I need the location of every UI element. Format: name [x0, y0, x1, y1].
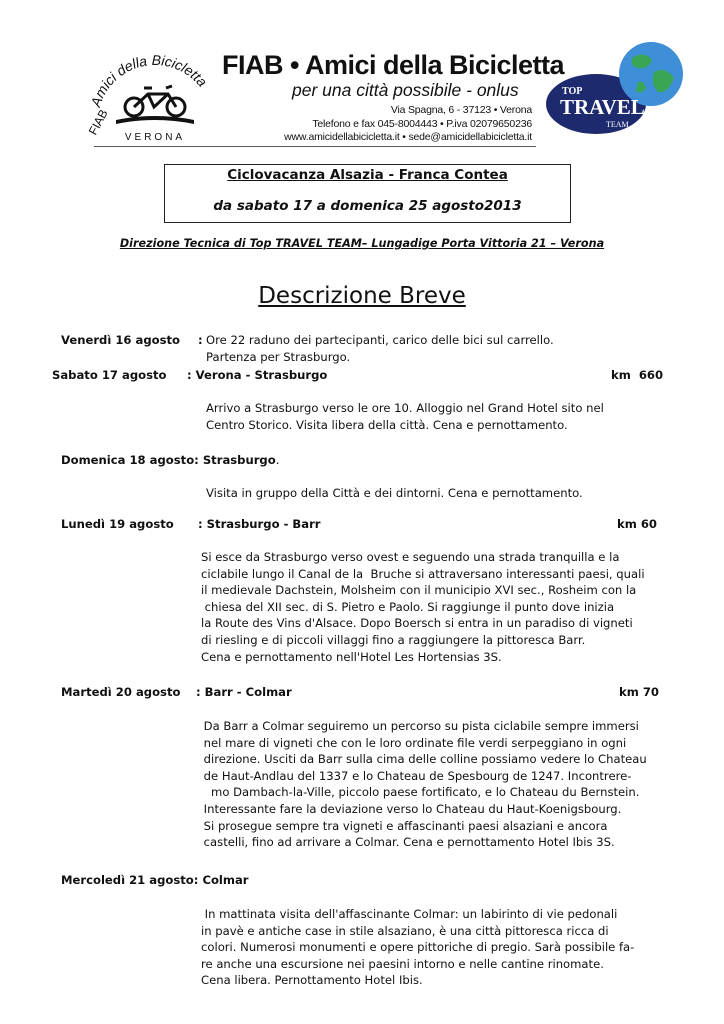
text-line: Da Barr a Colmar seguiremo un percorso su pista ciclabile sempre immersi: [200, 719, 639, 733]
text-line: mo Dambach-la-Ville, piccolo paese fortificato, e lo Chateau du Bernstein.: [200, 785, 640, 800]
day-label: Lunedì 19 agosto: [61, 517, 174, 531]
logo-bottom-text: VERONA: [124, 132, 186, 143]
text-line: In mattinata visita dell'affascinante Colmar: un labirinto di vie pedonali: [201, 907, 618, 921]
day-label: Martedì 20 agosto: [61, 685, 181, 699]
bicycle-icon: [125, 86, 185, 116]
day-text: [206, 485, 583, 502]
day-label-tail: .: [275, 453, 280, 467]
logo-travel-text: TRAVEL: [560, 95, 645, 119]
text-line: Centro Storico. Visita libera della città. Cena e pernottamento.: [206, 417, 568, 432]
org-address: Via Spagna, 6 - 37123 • Verona: [390, 104, 532, 116]
text-line: direzione. Usciti da Barr sulla cima delle colline possiamo vedere lo Chateau: [200, 752, 647, 767]
text-line: ciclabile lungo il Canal de la Bruche si attraversano interessanti paesi, quali: [201, 566, 645, 581]
org-name: FIAB • Amici della Bicicletta: [222, 50, 565, 80]
text-line: Partenza per Strasburgo.: [206, 349, 351, 364]
text-line: Si prosegue sempre tra vigneti e affascinanti paesi alsaziani e ancora: [200, 818, 608, 833]
day-text: [206, 332, 554, 365]
day-label: Sabato 17 agosto: [52, 368, 167, 382]
top-travel-team-logo: [540, 36, 690, 136]
text-line: nel mare di vigneti che con le loro ordinate file verdi serpeggiano in ogni: [200, 735, 627, 750]
logo-left-text: FIAB: [85, 107, 111, 138]
text-line: Cena e pernottamento nell'Hotel Les Hortensias 3S.: [201, 649, 502, 664]
org-tagline: per una città possibile - onlus: [292, 80, 519, 100]
day-text: [201, 549, 645, 665]
day-label: Mercoledì 21 agosto: Colmar: [61, 873, 249, 887]
day-label: [61, 453, 279, 467]
technical-direction: Direzione Tecnica di Top TRAVEL TEAM– Lungadige Porta Vittoria 21 – Verona: [119, 237, 605, 250]
fiab-logo: [80, 52, 230, 144]
text-line: chiesa del XII sec. di S. Pietro e Paolo. Si raggiunge il punto dove inizia: [201, 599, 615, 614]
text-line: di riesling e di piccoli villaggi fino a raggiungere la pittoresca Barr.: [201, 632, 586, 647]
text-line: Interessante fare la deviazione verso lo Chateau du Haut-Koenigsbourg.: [200, 801, 622, 816]
org-phone: Telefono e fax 045-8004443 • P.iva 02079650236: [312, 118, 532, 130]
trip-dates: da sabato 17 a domenica 25 agosto2013: [213, 198, 522, 214]
text-line: in pavè e antiche case in stile alsaziano, è una città pittoresca ricca di: [201, 923, 609, 938]
day-distance: km 70: [619, 685, 659, 699]
day-route: : Barr - Colmar: [196, 685, 292, 699]
text-line: Si esce da Strasburgo verso ovest e seguendo una strada tranquilla e la: [201, 550, 620, 564]
day-separator: :: [198, 333, 203, 347]
text-line: Cena libera. Pernottamento Hotel Ibis.: [201, 973, 423, 988]
day-distance: km 60: [617, 517, 657, 531]
text-line: Visita in gruppo della Città e dei dintorni. Cena e pernottamento.: [206, 486, 583, 500]
day-text: [201, 906, 634, 989]
day-label-text: Domenica 18 agosto: Strasburgo: [61, 453, 276, 467]
day-text: [206, 400, 604, 433]
logo-arc-text: Amici della Bicicletta: [87, 52, 211, 109]
logo-top-text: TOP: [562, 86, 583, 97]
svg-text:Amici della Bicicletta: [87, 52, 211, 110]
section-heading: Descrizione Breve: [258, 283, 466, 309]
header-rule: [94, 146, 536, 147]
day-distance: km 660: [611, 368, 664, 382]
logo-team-text: TEAM: [606, 120, 629, 129]
day-route: : Verona - Strasburgo: [187, 368, 328, 382]
text-line: la Route des Vins d'Alsace. Dopo Boersch si entra in un paradiso di vigneti: [201, 616, 633, 631]
text-line: de Haut-Andlau del 1337 e lo Chateau de Spesbourg de 1247. Incontrere-: [200, 768, 632, 783]
text-line: Arrivo a Strasburgo verso le ore 10. Alloggio nel Grand Hotel sito nel: [206, 401, 604, 415]
text-line: Ore 22 raduno dei partecipanti, carico delle bici sul carrello.: [206, 333, 554, 347]
text-line: colori. Numerosi monumenti e opere pittoriche di pregio. Sarà possibile fa-: [201, 940, 635, 955]
day-text: [200, 718, 647, 851]
trip-title: Ciclovacanza Alsazia - Franca Contea: [227, 167, 508, 183]
text-line: il medievale Dachstein, Molsheim con il municipio XVI sec., Rosheim con la: [201, 583, 637, 598]
text-line: re anche una escursione nei paesini intorno e nelle cantine rinomate.: [201, 956, 604, 971]
day-route: : Strasburgo - Barr: [198, 517, 321, 531]
day-label: Venerdì 16 agosto: [61, 333, 181, 347]
org-web: www.amicidellabicicletta.it • sede@amicidellabicicletta.it: [284, 131, 532, 143]
text-line: castelli, fino ad arrivare a Colmar. Cena e pernottamento Hotel Ibis 3S.: [200, 835, 615, 850]
